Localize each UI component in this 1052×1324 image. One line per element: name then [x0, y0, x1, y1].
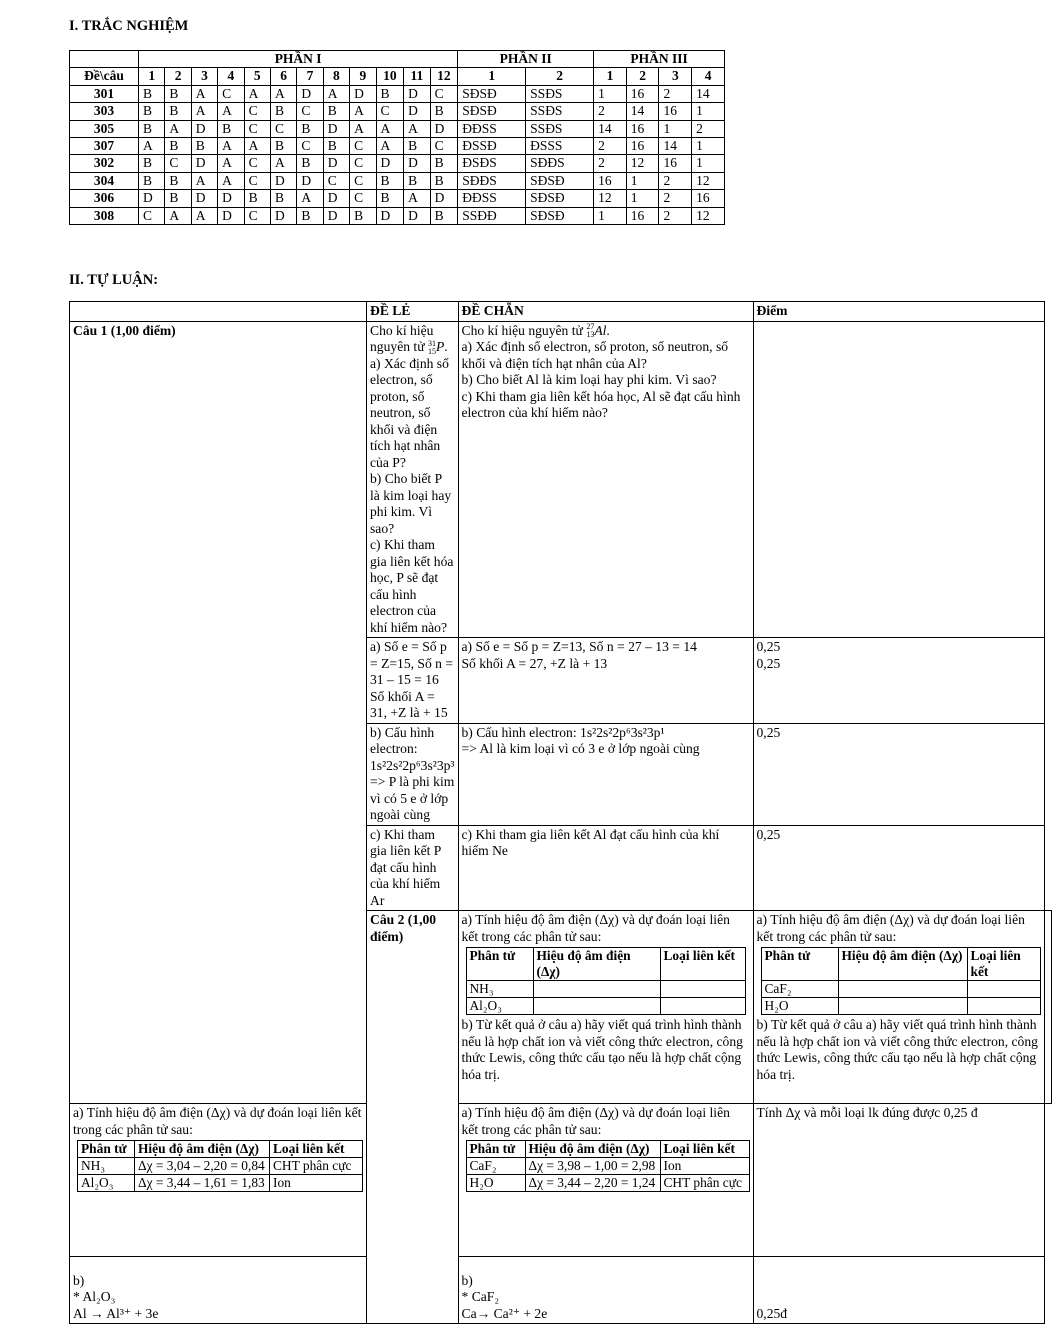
answer-cell: C — [430, 85, 458, 102]
truefalse-cell: SSĐS — [526, 85, 594, 102]
answer-cell: B — [165, 85, 191, 102]
answer-cell: A — [244, 137, 270, 154]
answer-cell: A — [191, 103, 217, 120]
truefalse-cell: SĐSĐ — [458, 103, 526, 120]
answer-cell: C — [323, 172, 349, 189]
answer-cell: B — [139, 155, 165, 172]
answer-cell: B — [165, 190, 191, 207]
short-answer-cell: 16 — [626, 137, 659, 154]
q2-even-prompt: a) Tính hiệu độ âm điện (Δχ) và dự đoán loại liên kết trong các phân tử sau: Phân tử Hiệu độ âm điện (Δχ) Loại liên kết CaF₂ H₂O b) Từ kết quả ở câu a) hãy viết quá trình hình thành nếu là hợp chất ion và viết công thức electron, công thức Lewis, công thức cấu tạo nếu là hợp chất cộng hóa trị. — [753, 911, 1044, 1104]
short-answer-cell: 12 — [692, 207, 725, 224]
answer-cell: B — [165, 103, 191, 120]
answer-cell: B — [139, 103, 165, 120]
question-column-header — [70, 302, 367, 322]
answer-cell: D — [323, 155, 349, 172]
answer-cell: D — [270, 207, 296, 224]
answer-cell: C — [376, 103, 404, 120]
question-number-header: 2 — [165, 68, 191, 85]
answer-cell: B — [350, 207, 376, 224]
short-answer-cell: 1 — [626, 172, 659, 189]
answer-cell: B — [376, 85, 404, 102]
ans1a-score: 0,25 0,25 — [753, 638, 1044, 724]
answer-cell: B — [323, 103, 349, 120]
short-answer-cell: 14 — [692, 85, 725, 102]
answer-cell: D — [323, 120, 349, 137]
answer-cell: C — [218, 85, 244, 102]
short-answer-cell: 1 — [692, 155, 725, 172]
answer-cell: B — [165, 137, 191, 154]
ans2b-score: 0,25đ — [753, 1257, 1044, 1324]
answer-row — [70, 155, 725, 172]
answer-cell: D — [430, 190, 458, 207]
exam-code-cell: 308 — [70, 207, 139, 224]
question-number-header: 8 — [323, 68, 349, 85]
answer-cell: C — [244, 207, 270, 224]
question-number-header: 2 — [626, 68, 659, 85]
answer-cell: D — [218, 207, 244, 224]
exam-code-cell: 304 — [70, 172, 139, 189]
answer-cell: D — [191, 190, 217, 207]
short-answer-cell: 14 — [659, 137, 692, 154]
answer-cell: B — [139, 85, 165, 102]
short-answer-cell: 2 — [659, 190, 692, 207]
answer-cell: D — [404, 155, 430, 172]
short-answer-cell: 16 — [659, 155, 692, 172]
answer-cell: C — [139, 207, 165, 224]
answer-cell: A — [191, 207, 217, 224]
truefalse-cell: SSĐS — [526, 103, 594, 120]
ans1a-odd: a) Số e = Số p = Z=15, Số n = 31 – 15 = 16 Số khối A = 31, +Z là + 15 — [367, 638, 459, 724]
answer-cell: A — [244, 85, 270, 102]
answer-cell: B — [270, 103, 296, 120]
short-answer-cell: 2 — [594, 155, 627, 172]
answer-cell: A — [376, 120, 404, 137]
short-answer-cell: 14 — [626, 103, 659, 120]
answer-cell: B — [297, 120, 323, 137]
answer-row — [70, 172, 725, 189]
truefalse-cell: SĐSĐ — [526, 207, 594, 224]
exam-code-cell: 306 — [70, 190, 139, 207]
ans1a-even: a) Số e = Số p = Z=13, Số n = 27 – 13 = 14 Số khối A = 27, +Z là + 13 — [458, 638, 753, 724]
short-answer-cell: 16 — [626, 207, 659, 224]
answer-cell: C — [297, 137, 323, 154]
exam-code-cell: 301 — [70, 85, 139, 102]
question-number-header: 3 — [191, 68, 217, 85]
question-number-header: 1 — [458, 68, 526, 85]
answer-cell: D — [376, 155, 404, 172]
answer-cell: C — [244, 103, 270, 120]
answer-cell: C — [244, 120, 270, 137]
answer-row — [70, 207, 725, 224]
answer-cell: D — [218, 190, 244, 207]
answer-row — [70, 137, 725, 154]
ans2a-even-table: Phân tử Hiệu độ âm điện (Δχ) Loại liên kết CaF₂ Δχ = 3,98 – 1,00 = 2,98 Ion H₂O Δχ = 3,44 – 2,20 = 1,24 CHT phân cực — [466, 1140, 750, 1192]
section1-title: I. TRẮC NGHIỆM — [69, 18, 189, 34]
ans1c-score: 0,25 — [753, 825, 1044, 911]
question-number-header: 4 — [692, 68, 725, 85]
ans1b-odd: b) Cấu hình electron: 1s²2s²2p⁶3s²3p³ => P là phi kim vì có 5 e ở lớp ngoài cùng — [367, 723, 459, 825]
short-answer-cell: 1 — [594, 85, 627, 102]
odd-exam-header: ĐỀ LẺ — [367, 302, 459, 322]
short-answer-cell: 16 — [626, 120, 659, 137]
answer-cell: A — [165, 207, 191, 224]
question2-label: Câu 2 (1,00 điểm) — [367, 911, 459, 1324]
part2-header: PHẦN II — [458, 51, 594, 68]
short-answer-cell: 1 — [594, 207, 627, 224]
answer-cell: B — [218, 120, 244, 137]
answer-cell: A — [191, 85, 217, 102]
answer-cell: A — [376, 137, 404, 154]
short-answer-cell: 2 — [594, 103, 627, 120]
truefalse-cell: SĐĐS — [526, 155, 594, 172]
answer-cell: A — [270, 85, 296, 102]
answer-cell: B — [404, 137, 430, 154]
answer-cell: C — [350, 155, 376, 172]
answer-cell: C — [350, 172, 376, 189]
answer-cell: B — [270, 137, 296, 154]
short-answer-cell: 16 — [659, 103, 692, 120]
answer-cell: A — [270, 155, 296, 172]
truefalse-cell: ĐSSĐ — [458, 137, 526, 154]
section2-title: II. TỰ LUẬN: — [69, 272, 159, 288]
short-answer-cell: 16 — [594, 172, 627, 189]
ans1b-even: b) Cấu hình electron: 1s²2s²2p⁶3s²3p¹ => Al là kim loại vì có 3 e ở lớp ngoài cùng — [458, 723, 753, 825]
ans1c-odd: c) Khi tham gia liên kết P đạt cấu hình của khí hiếm Ar — [367, 825, 459, 911]
exam-code-cell: 305 — [70, 120, 139, 137]
question-number-header: 7 — [297, 68, 323, 85]
q1-odd-prompt: Cho kí hiệu nguyên tử 31 15P. a) Xác định số electron, số proton, số neutron, số khối và điện tích hạt nhân của P? b) Cho biết P là kim loại hay phi kim. Vì sao? c) Khi tham gia liên kết hóa học, P sẽ đạt cấu hình electron của khí hiếm nào? — [367, 321, 459, 638]
ans2a-even: a) Tính hiệu độ âm điện (Δχ) và dự đoán loại liên kết trong các phân tử sau: Phân tử Hiệu độ âm điện (Δχ) Loại liên kết CaF₂ Δχ = 3,98 – 1,00 = 2,98 Ion H₂O Δχ = 3,44 – 2,20 = 1,24 CHT phân cực — [458, 1104, 753, 1257]
answer-cell: D — [350, 85, 376, 102]
answer-cell: D — [323, 207, 349, 224]
answer-cell: A — [297, 190, 323, 207]
truefalse-cell: SĐSĐ — [526, 190, 594, 207]
score-header: Điểm — [753, 302, 1044, 322]
short-answer-cell: 2 — [659, 85, 692, 102]
ans2b-even: b) * CaF₂ Ca→ Ca²⁺ + 2e — [458, 1257, 753, 1324]
ans2b-odd: b) * Al₂O₃ Al → Al³⁺ + 3e — [70, 1257, 367, 1324]
multiple-choice-answer-table — [69, 50, 725, 225]
q2-prompt-score — [1044, 911, 1051, 1104]
question-number-header: 12 — [430, 68, 458, 85]
question-number-header: 6 — [270, 68, 296, 85]
answer-cell: B — [297, 207, 323, 224]
answer-cell: A — [165, 120, 191, 137]
short-answer-cell: 1 — [692, 103, 725, 120]
ans1c-even: c) Khi tham gia liên kết Al đạt cấu hình của khí hiếm Ne — [458, 825, 753, 911]
ans2a-odd: a) Tính hiệu độ âm điện (Δχ) và dự đoán loại liên kết trong các phân tử sau: Phân tử Hiệu độ âm điện (Δχ) Loại liên kết NH₃ Δχ = 3,04 – 2,20 = 0,84 CHT phân cực Al₂O₃ Δχ = 3,44 – 1,61 = 1,83 Ion — [70, 1104, 367, 1257]
question-number-header: 5 — [244, 68, 270, 85]
truefalse-cell: ĐĐSS — [458, 190, 526, 207]
question-number-header: 4 — [218, 68, 244, 85]
question-number-header: 2 — [526, 68, 594, 85]
q1-even-prompt: Cho kí hiệu nguyên tử 27 13Al. a) Xác định số electron, số proton, số neutron, số khối và điện tích hạt nhân của Al? b) Cho biết Al là kim loại hay phi kim. Vì sao? c) Khi tham gia liên kết hóa học, Al sẽ đạt cấu hình electron của khí hiếm nào? — [458, 321, 753, 638]
short-answer-cell: 12 — [692, 172, 725, 189]
answer-cell: C — [350, 137, 376, 154]
answer-cell: D — [297, 172, 323, 189]
answer-cell: B — [270, 190, 296, 207]
short-answer-cell: 14 — [594, 120, 627, 137]
answer-cell: D — [191, 155, 217, 172]
answer-cell: B — [244, 190, 270, 207]
question-number-header: 1 — [594, 68, 627, 85]
answer-cell: A — [350, 120, 376, 137]
answer-cell: B — [430, 155, 458, 172]
exam-code-cell: 307 — [70, 137, 139, 154]
answer-cell: D — [404, 103, 430, 120]
answer-cell: D — [191, 120, 217, 137]
short-answer-cell: 1 — [692, 137, 725, 154]
answer-cell: B — [430, 172, 458, 189]
truefalse-cell: SSĐĐ — [458, 207, 526, 224]
short-answer-cell: 1 — [626, 190, 659, 207]
answer-cell: B — [430, 103, 458, 120]
answer-cell: A — [218, 137, 244, 154]
answer-cell: A — [218, 155, 244, 172]
code-column-header: Đề\câu — [70, 68, 139, 85]
ans2a-score: Tính Δχ và mỗi loại lk đúng được 0,25 đ — [753, 1104, 1044, 1257]
answer-cell: A — [350, 103, 376, 120]
q2-odd-blank-table: Phân tử Hiệu độ âm điện (Δχ) Loại liên kết NH₃ Al₂O₃ — [466, 947, 746, 1015]
answer-cell: D — [376, 207, 404, 224]
truefalse-cell: ĐĐSS — [458, 120, 526, 137]
answer-cell: A — [139, 137, 165, 154]
exam-code-cell: 303 — [70, 103, 139, 120]
short-answer-cell: 12 — [594, 190, 627, 207]
answer-cell: C — [297, 103, 323, 120]
answer-cell: B — [165, 172, 191, 189]
answer-row — [70, 190, 725, 207]
short-answer-cell: 2 — [659, 207, 692, 224]
ans2a-odd-table: Phân tử Hiệu độ âm điện (Δχ) Loại liên kết NH₃ Δχ = 3,04 – 2,20 = 0,84 CHT phân cực Al₂O₃ Δχ = 3,44 – 1,61 = 1,83 Ion — [77, 1140, 363, 1192]
answer-cell: B — [139, 172, 165, 189]
answer-cell: D — [404, 85, 430, 102]
truefalse-cell: SĐSĐ — [458, 85, 526, 102]
question-number-header: 11 — [404, 68, 430, 85]
truefalse-cell: ĐSĐS — [458, 155, 526, 172]
answer-cell: A — [218, 103, 244, 120]
answer-row — [70, 120, 725, 137]
answer-cell: D — [404, 207, 430, 224]
answer-cell: B — [430, 207, 458, 224]
answer-row — [70, 85, 725, 102]
answer-cell: D — [297, 85, 323, 102]
answer-cell: B — [404, 172, 430, 189]
short-answer-cell: 2 — [692, 120, 725, 137]
truefalse-cell: SĐĐS — [458, 172, 526, 189]
answer-cell: A — [323, 85, 349, 102]
part3-header: PHẦN III — [594, 51, 725, 68]
even-exam-header: ĐỀ CHẴN — [458, 302, 753, 322]
question-number-header: 9 — [350, 68, 376, 85]
short-answer-cell: 12 — [626, 155, 659, 172]
answer-cell: D — [139, 190, 165, 207]
truefalse-cell: SĐSĐ — [526, 172, 594, 189]
answer-cell: C — [430, 137, 458, 154]
ans1b-score: 0,25 — [753, 723, 1044, 825]
answer-cell: D — [270, 172, 296, 189]
q2-odd-prompt: a) Tính hiệu độ âm điện (Δχ) và dự đoán loại liên kết trong các phân tử sau: Phân tử Hiệu độ âm điện (Δχ) Loại liên kết NH₃ Al₂O₃ b) Từ kết quả ở câu a) hãy viết quá trình hình thành nếu là hợp chất ion và viết công thức electron, công thức Lewis, công thức cấu tạo nếu là hợp chất cộng hóa trị. — [458, 911, 753, 1104]
part1-header: PHẦN I — [139, 51, 458, 68]
answer-cell: B — [376, 172, 404, 189]
truefalse-cell: SSĐS — [526, 120, 594, 137]
q1-prompt-score — [753, 321, 1044, 638]
short-answer-cell: 16 — [626, 85, 659, 102]
answer-cell: B — [376, 190, 404, 207]
short-answer-cell: 1 — [659, 120, 692, 137]
answer-cell: B — [323, 137, 349, 154]
answer-cell: D — [323, 190, 349, 207]
question-number-header: 1 — [139, 68, 165, 85]
essay-answer-table — [69, 301, 1052, 1324]
exam-code-cell: 302 — [70, 155, 139, 172]
short-answer-cell: 2 — [594, 137, 627, 154]
answer-cell: B — [139, 120, 165, 137]
answer-cell: A — [191, 172, 217, 189]
corner-cell — [70, 51, 139, 68]
answer-cell: D — [430, 120, 458, 137]
short-answer-cell: 2 — [659, 172, 692, 189]
answer-cell: C — [244, 172, 270, 189]
answer-cell: A — [218, 172, 244, 189]
answer-cell: C — [350, 190, 376, 207]
question-number-header: 3 — [659, 68, 692, 85]
question1-label: Câu 1 (1,00 điểm) — [70, 321, 367, 1104]
answer-cell: B — [297, 155, 323, 172]
answer-cell: C — [244, 155, 270, 172]
answer-cell: C — [165, 155, 191, 172]
q2-even-blank-table: Phân tử Hiệu độ âm điện (Δχ) Loại liên kết CaF₂ H₂O — [761, 947, 1041, 1015]
answer-row — [70, 103, 725, 120]
question-number-header: 10 — [376, 68, 404, 85]
answer-cell: B — [191, 137, 217, 154]
answer-cell: A — [404, 120, 430, 137]
answer-cell: C — [270, 120, 296, 137]
truefalse-cell: ĐSSS — [526, 137, 594, 154]
answer-cell: A — [404, 190, 430, 207]
short-answer-cell: 16 — [692, 190, 725, 207]
